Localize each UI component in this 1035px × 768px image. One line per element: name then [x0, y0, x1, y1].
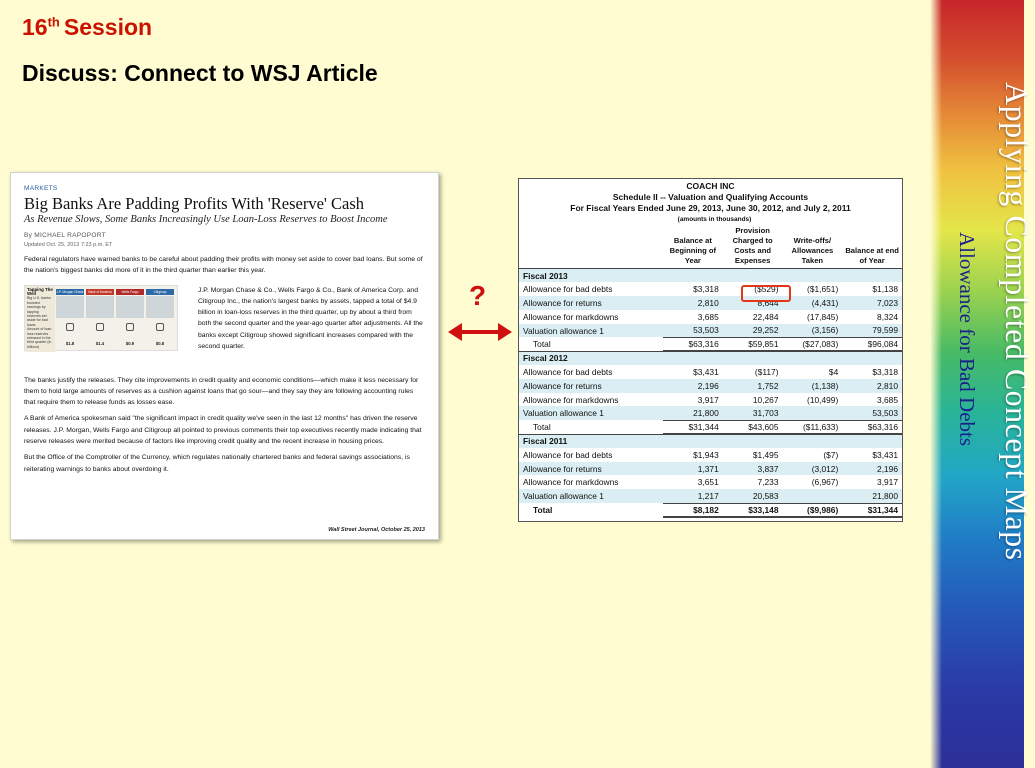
- coach-fiscal-years: For Fiscal Years Ended June 29, 2013, June 30, 2012, and July 2, 2011: [570, 203, 851, 213]
- table-row: [519, 448, 902, 462]
- table-cell: 10,267: [752, 394, 779, 405]
- total-row: [519, 337, 902, 351]
- faucet-icon: [126, 323, 134, 331]
- table-cell: 3,837: [723, 462, 783, 476]
- article-chart-graphic: [24, 285, 178, 351]
- chart-caption-note: Amount of loan-loss reserves released in the third quarter (in billions): [27, 327, 53, 349]
- row-label: Fiscal 2013: [519, 269, 663, 283]
- chart-columns: [56, 289, 174, 349]
- wsj-article-clipping: [10, 172, 439, 540]
- chart-caption-title: Tapping The Well: [27, 286, 53, 296]
- chart-column-value: $1.4: [95, 340, 105, 346]
- coach-company: COACH INC: [686, 181, 735, 191]
- session-suffix: th: [47, 14, 60, 30]
- table-cell: 3,917: [697, 394, 719, 405]
- table-row: [519, 406, 902, 420]
- table-cell: 21,800: [842, 489, 902, 503]
- header-balance-end: Balance at end of Year: [845, 246, 899, 265]
- row-label: Allowance for markdowns: [523, 477, 619, 488]
- faucet-icon: [156, 323, 164, 331]
- row-label: Valuation allowance 1: [519, 406, 663, 420]
- table-cell: 3,685: [877, 394, 898, 405]
- slide-title: Discuss: Connect to WSJ Article: [22, 60, 378, 86]
- table-cell: [663, 351, 723, 365]
- table-row: [519, 489, 902, 503]
- table-cell: $96,084: [842, 337, 902, 351]
- table-row: [519, 475, 902, 489]
- table-cell: 8,644: [723, 296, 783, 310]
- coach-table-header: [519, 179, 902, 226]
- table-cell: 1,752: [723, 379, 783, 393]
- table-cell: [842, 351, 902, 365]
- row-label: Total: [533, 421, 551, 432]
- table-cell: ($529): [754, 284, 779, 295]
- row-label: Total: [533, 504, 553, 515]
- table-cell: 3,917: [877, 477, 898, 488]
- table-row: [519, 282, 902, 296]
- table-cell: ($117): [754, 366, 779, 377]
- article-source: Wall Street Journal, October 25, 2013: [328, 527, 425, 533]
- table-row: [519, 365, 902, 379]
- table-cell: 20,583: [723, 489, 783, 503]
- session-number: 16: [22, 14, 48, 40]
- table-cell: 3,651: [697, 477, 719, 488]
- row-label: Allowance for markdowns: [523, 311, 619, 322]
- table-cell: $43,605: [723, 420, 783, 434]
- table-cell: $8,182: [663, 503, 723, 517]
- table-cell: $3,431: [693, 366, 719, 377]
- table-cell: 2,196: [663, 379, 723, 393]
- fiscal-year-row: [519, 434, 902, 448]
- table-cell: $3,431: [872, 449, 898, 460]
- row-label: Fiscal 2011: [519, 434, 663, 448]
- table-cell: [723, 269, 783, 283]
- chart-column-name: J.P. Morgan Chase: [56, 289, 84, 294]
- article-paragraph-1: Federal regulators have warned banks to be careful about padding their profits with money set aside to cover bad loans. But some of the nation's biggest banks did more of it in the third quarter than earlier this year.: [24, 256, 423, 275]
- table-cell: ($1,651): [807, 284, 839, 295]
- article-body-row: [24, 285, 425, 369]
- session-word: Session: [63, 14, 153, 40]
- table-cell: [723, 351, 783, 365]
- table-cell: 7,233: [757, 477, 779, 488]
- row-label: Fiscal 2012: [519, 351, 663, 365]
- table-cell: $1,943: [693, 449, 719, 460]
- session-heading: [22, 14, 152, 41]
- table-cell: (10,499): [807, 394, 839, 405]
- table-cell: [723, 434, 783, 448]
- header-writeoffs: Write-offs/ Allowances Taken: [791, 236, 834, 265]
- chart-caption-text: Big U.S. banks boosted earnings by tapping reserves set aside for bad loans: [27, 296, 51, 327]
- chart-column-name: Citigroup: [146, 289, 174, 295]
- article-side-paragraph: J.P. Morgan Chase & Co., Wells Fargo & Co., Bank of America Corp. and Citigroup Inc., the nation's largest banks by assets, tapped a total of $4.9 billion in loan-loss reserves in the third quarter, up by about a third from both the second quarter and the year-ago quarter after adjustments. All the banks except Citigroup showed significant increases compared with the second quarter.: [198, 286, 423, 351]
- table-cell: ($7): [823, 449, 839, 460]
- table-row: [519, 393, 902, 407]
- table-cell: (1,138): [783, 379, 843, 393]
- table-cell: (17,845): [807, 311, 839, 322]
- coach-table-body: [519, 269, 902, 517]
- table-cell: 53,503: [842, 406, 902, 420]
- table-cell: 1,371: [663, 462, 723, 476]
- table-cell: ($27,083): [783, 337, 843, 351]
- table-cell: [783, 351, 843, 365]
- chart-caption: [25, 286, 55, 352]
- table-cell: $59,851: [723, 337, 783, 351]
- table-cell: [663, 434, 723, 448]
- chart-column-name: Bank of America: [86, 289, 114, 295]
- row-label: Valuation allowance 1: [519, 489, 663, 503]
- table-cell: 3,685: [697, 311, 719, 322]
- article-subhead: As Revenue Slows, Some Banks Increasingly Use Loan-Loss Reserves to Boost Income: [24, 214, 388, 225]
- total-row: [519, 420, 902, 434]
- header-provision: Provision Charged to Costs and Expenses: [732, 226, 773, 265]
- chart-column-value: $1.8: [65, 340, 75, 346]
- table-cell: (3,012): [783, 462, 843, 476]
- table-cell: 22,484: [752, 311, 779, 322]
- table-cell: 29,252: [723, 324, 783, 338]
- side-subtitle: Allowance for Bad Debts: [955, 232, 979, 447]
- question-mark: ?: [469, 280, 487, 311]
- chart-column-value: $0.8: [155, 340, 165, 346]
- table-cell: $3,318: [872, 366, 898, 377]
- table-row: [519, 379, 902, 393]
- table-cell: [783, 434, 843, 448]
- row-label: Allowance for returns: [519, 379, 663, 393]
- row-label: Allowance for returns: [519, 296, 663, 310]
- table-cell: ($9,986): [783, 503, 843, 517]
- side-title: Applying Completed Concept Maps: [999, 82, 1035, 561]
- chart-column-photo: [116, 296, 144, 318]
- chart-column: [116, 289, 144, 349]
- article-section: MARKETS: [24, 185, 58, 192]
- row-label: Valuation allowance 1: [519, 324, 663, 338]
- fiscal-year-row: [519, 269, 902, 283]
- table-cell: 21,800: [663, 406, 723, 420]
- article-paragraph-2: The banks justify the releases. They cite improvements in credit quality and economic conditions—which make it less necessary for them to hold large amounts of reserves as a cushion against loans that go sour—and they say they are following accounting rules that require them to release funds as losses ease.: [24, 376, 419, 407]
- table-cell: $33,148: [723, 503, 783, 517]
- table-cell: [783, 489, 843, 503]
- table-cell: 31,703: [723, 406, 783, 420]
- chart-column: [86, 289, 114, 349]
- table-cell: 2,810: [842, 379, 902, 393]
- fiscal-year-row: [519, 351, 902, 365]
- chart-column: [146, 289, 174, 349]
- table-row: [519, 296, 902, 310]
- table-cell: 1,217: [663, 489, 723, 503]
- table-cell: 2,810: [663, 296, 723, 310]
- table-row: [519, 310, 902, 324]
- row-label: Allowance for returns: [519, 462, 663, 476]
- table-cell: ($11,633): [783, 420, 843, 434]
- table-cell: (3,156): [783, 324, 843, 338]
- table-cell: 2,196: [842, 462, 902, 476]
- table-cell: [842, 269, 902, 283]
- row-label: Allowance for bad debts: [523, 284, 613, 295]
- coach-schedule-title: Schedule II -- Valuation and Qualifying Accounts: [612, 192, 809, 202]
- article-paragraph-4: But the Office of the Comptroller of the Currency, which regulates nationally chartered banks and federal savings associations, is reiterating warnings to banks about overdoing it.: [24, 454, 410, 473]
- row-label: Allowance for markdowns: [523, 394, 619, 405]
- table-cell: $31,344: [663, 420, 723, 434]
- total-row: [519, 503, 902, 517]
- table-cell: 79,599: [842, 324, 902, 338]
- chart-column: [56, 289, 84, 349]
- article-byline: By MICHAEL RAPOPORT: [24, 232, 106, 239]
- table-cell: $1,495: [752, 449, 779, 460]
- row-label: Allowance for bad debts: [523, 449, 613, 460]
- article-updated: Updated Oct. 25, 2013 7:23 p.m. ET: [24, 242, 113, 248]
- table-cell: 8,324: [877, 311, 898, 322]
- coach-header-row: [519, 226, 902, 269]
- chart-column-photo: [56, 296, 84, 318]
- table-cell: 7,023: [842, 296, 902, 310]
- table-cell: 53,503: [663, 324, 723, 338]
- table-cell: $31,344: [842, 503, 902, 517]
- coach-data-table: [519, 226, 902, 518]
- chart-column-photo: [146, 296, 174, 318]
- header-balance-begin: Balance at Beginning of Year: [669, 236, 717, 265]
- row-label: Allowance for bad debts: [523, 366, 613, 377]
- chart-column-value: $0.9: [125, 340, 135, 346]
- chart-column-photo: [86, 296, 114, 318]
- table-cell: [783, 269, 843, 283]
- table-cell: [783, 406, 843, 420]
- faucet-icon: [66, 323, 74, 331]
- article-paragraph-3: A Bank of America spokesman said "the significant impact in credit quality we've seen in the last 12 months" has driven the reserve releases. J.P. Morgan, Wells Fargo and Citigroup all pointed to previous comments their top executives recently made indicating that reserve releases were merited because of factors like improving credit quality and the recent increase in housing prices.: [24, 415, 422, 446]
- table-cell: $1,138: [872, 284, 898, 295]
- table-cell: $4: [828, 366, 839, 377]
- table-cell: $63,316: [842, 420, 902, 434]
- coach-schedule-table: [518, 178, 903, 522]
- table-row: [519, 462, 902, 476]
- faucet-icon: [96, 323, 104, 331]
- table-cell: $3,318: [693, 284, 719, 295]
- row-label: Total: [533, 339, 551, 350]
- table-cell: (4,431): [783, 296, 843, 310]
- header-label-col: [519, 226, 663, 269]
- double-arrow-icon: [448, 320, 512, 344]
- chart-column-name: Wells Fargo: [116, 289, 144, 295]
- table-cell: $63,316: [663, 337, 723, 351]
- article-headline: Big Banks Are Padding Profits With 'Reserve' Cash: [24, 194, 364, 213]
- table-row: [519, 324, 902, 338]
- table-cell: [663, 269, 723, 283]
- coach-amounts-note: (amounts in thousands): [677, 216, 752, 223]
- table-cell: [842, 434, 902, 448]
- table-cell: (6,967): [811, 477, 839, 488]
